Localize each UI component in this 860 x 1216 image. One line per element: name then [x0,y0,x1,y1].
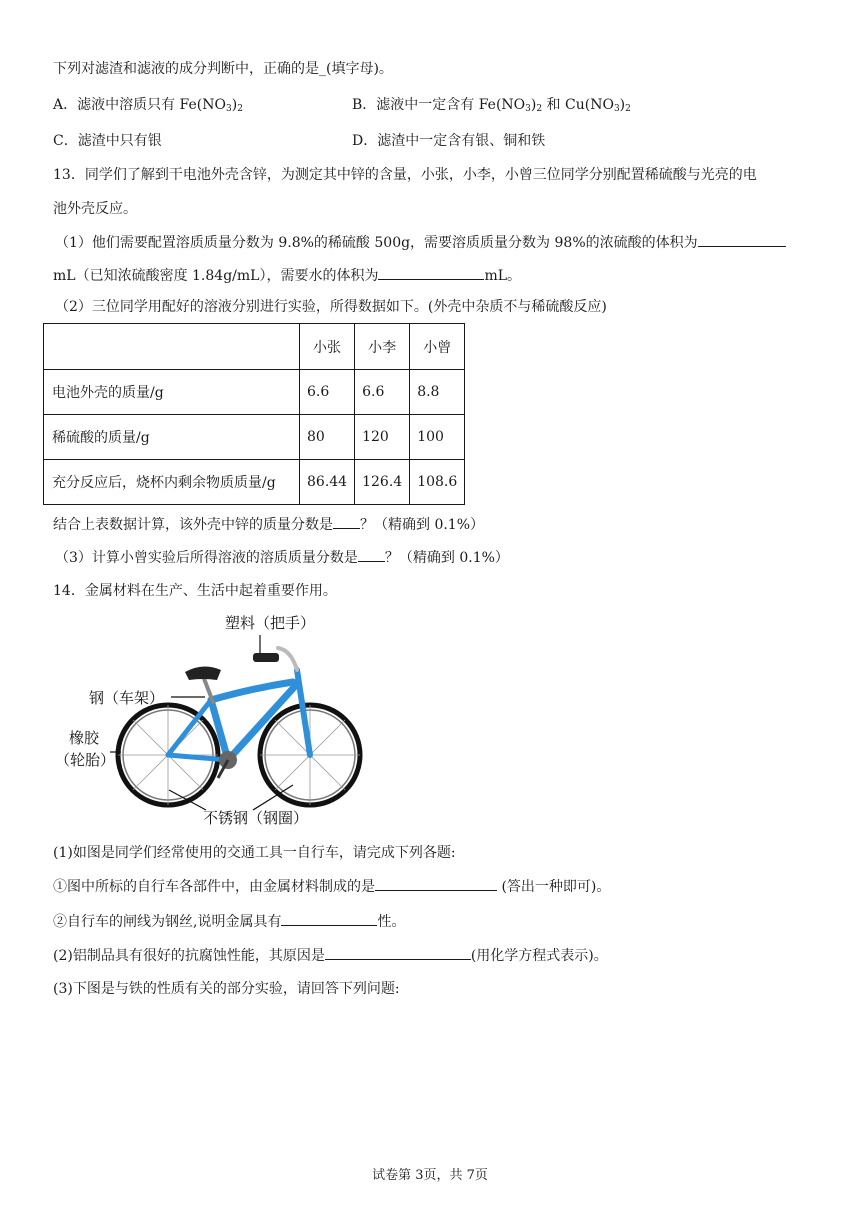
label-rim: 不锈钢（钢圈） [203,809,309,827]
table-header-cell: 小张 [300,324,355,370]
answer-blank[interactable] [281,911,377,926]
answer-blank[interactable] [358,547,385,562]
option-d: D．滤渣中一定含有银、铜和铁 [352,133,546,149]
table-cell: 6.6 [300,370,355,415]
label-handle: 塑料（把手） [225,614,316,632]
q14-stem: 14．金属材料在生产、生活中起着重要作用。 [53,583,337,599]
q13-part2: （2）三位同学用配好的溶液分别进行实验，所得数据如下。(外壳中杂质不与稀硫酸反应) [55,299,607,315]
bicycle-figure [53,610,373,830]
answer-blank[interactable] [698,232,786,247]
table-row [44,370,465,415]
bicycle-illustration [110,635,360,810]
table-cell: 100 [410,415,465,460]
handlebar-grip [253,653,279,662]
table-cell: 电池外壳的质量/g [44,370,300,415]
table-cell: 8.8 [410,370,465,415]
label-frame: 钢（车架） [89,689,165,707]
option-a: A．滤液中溶质只有 $Fe(NO_3)_2$ [53,97,243,114]
q14-s1a: ①图中所标的自行车各部件中，由金属材料制成的是 (答出一种即可)。 [53,876,610,897]
option-c: C．滤渣中只有银 [53,133,162,149]
table-header-cell: 小曾 [410,324,465,370]
q13-stem-line2: 池外壳反应。 [53,201,137,217]
q14-s1: (1)如图是同学们经常使用的交通工具一自行车，请完成下列各题: [53,845,456,861]
table-cell: 120 [355,415,410,460]
answer-blank[interactable] [325,945,471,960]
label-tire: 橡胶 [69,729,100,747]
table-cell: 充分反应后，烧杯内剩余物质质量/g [44,460,300,505]
answer-blank[interactable] [378,265,484,280]
q14-s2: (2)铝制品具有很好的抗腐蚀性能，其原因是 (用化学方程式表示)。 [53,945,608,966]
answer-blank[interactable] [333,514,360,529]
option-b: B．滤液中一定含有 $Fe(NO_3)_2$ 和 $Cu(NO_3)_2$ [352,97,631,114]
answer-blank[interactable] [375,876,497,891]
q14-s3: (3)下图是与铁的性质有关的部分实验，请回答下列问题: [53,981,400,997]
table-header-cell: 小李 [355,324,410,370]
data-table [43,323,465,505]
table-cell: 6.6 [355,370,410,415]
table-row [44,415,465,460]
table-cell: 80 [300,415,355,460]
q13-part1-line2: mL（已知浓硫酸密度 1.84g/mL），需要水的体积为 mL。 [53,265,521,286]
table-row [44,460,465,505]
q13-part3: （3）计算小曾实验后所得溶液的溶质质量分数是 ？（精确到 0.1%） [55,547,509,568]
q13-part1-line1: （1）他们需要配置溶质质量分数为 9.8%的稀硫酸 500g，需要溶质质量分数为 98%的浓硫酸的体积为 [55,232,786,253]
page-footer: 试卷第 3页，共 7页 [372,1168,488,1183]
table-cell: 126.4 [355,460,410,505]
intro-text: 下列对滤渣和滤液的成分判断中，正确的是_(填字母)。 [53,61,393,77]
label-tire-sub: （轮胎） [55,751,116,769]
table-header-row [44,324,465,370]
bicycle-frame [168,648,310,760]
table-cell: 86.44 [300,460,355,505]
table-cell: 108.6 [410,460,465,505]
q13-calc: 结合上表数据计算，该外壳中锌的质量分数是 ？（精确到 0.1%） [53,514,484,535]
bicycle-seat [185,666,221,680]
q13-stem-line1: 13．同学们了解到干电池外壳含锌，为测定其中锌的含量，小张，小李，小曾三位同学分别配置稀硫酸与光亮的电 [53,167,757,183]
table-cell: 稀硫酸的质量/g [44,415,300,460]
q14-s1b: ②自行车的闸线为钢丝,说明金属具有 性。 [53,911,405,932]
table-cell [44,324,300,370]
